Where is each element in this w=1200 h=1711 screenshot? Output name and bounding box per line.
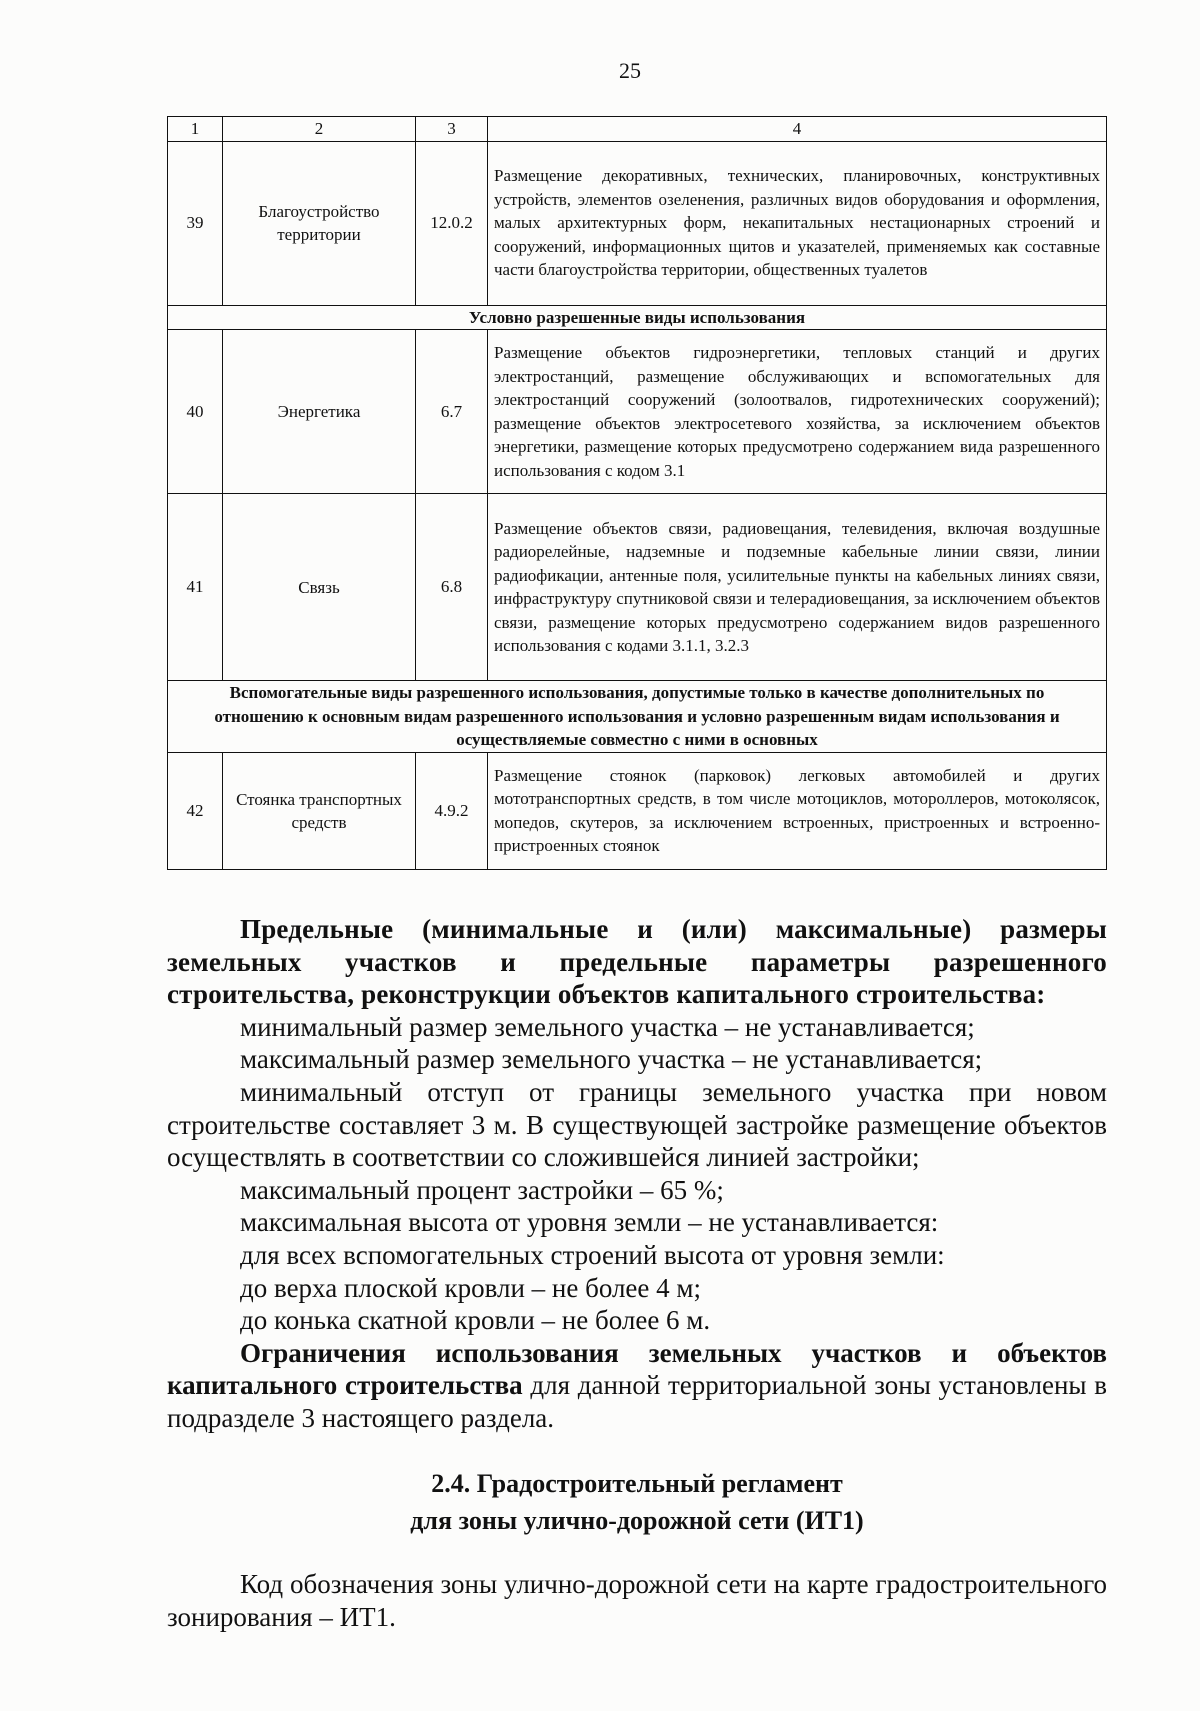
limit-item: до конька скатной кровли – не более 6 м. <box>240 1305 711 1336</box>
use-name: Стоянка транспортных средств <box>223 752 416 869</box>
use-name: Благоустройство территории <box>223 141 416 305</box>
column-header: 2 <box>223 117 416 142</box>
section-title <box>167 1465 1107 1539</box>
section-heading: Условно разрешенные виды использования <box>168 305 1107 330</box>
table-row <box>168 330 1107 494</box>
permitted-uses-table <box>167 116 1107 870</box>
row-number: 42 <box>168 752 223 869</box>
use-code: 4.9.2 <box>416 752 488 869</box>
use-description: Размещение объектов связи, радиовещания, телевидения, включая воздушные радиорелейные, надземные и подземные кабельные линии связи, линии радиофикации, антенные поля, усилительные пункты на кабельных линиях связи, инфраструктуру спутниковой связи и телерадиовещания, за исключением объектов связи, размещение которых предусмотрено содержанием видов разрешенного использования с кодами 3.1.1, 3.2.3 <box>488 494 1107 681</box>
use-description: Размещение стоянок (парковок) легковых автомобилей и других мототранспортных средств, в том числе мотоциклов, мотороллеров, мотоколясок, мопедов, скутеров, за исключением встроенных, пристроенных и встроенно-пристроенных стоянок <box>488 752 1107 869</box>
use-code: 6.8 <box>416 494 488 681</box>
limit-item: максимальный размер земельного участка – не устанавливается; <box>240 1044 983 1075</box>
use-name: Связь <box>223 494 416 681</box>
restrictions-paragraph <box>167 1337 1107 1435</box>
table-row <box>168 752 1107 869</box>
zone-code-section <box>167 1568 1107 1634</box>
limits-heading: Предельные (минимальные и (или) максимальные) размеры земельных участков и предельные параметры разрешенного строительства, реконструкции объектов капитального строительства: <box>167 914 1107 1010</box>
restrictions-bold-text: Ограничения использования земельных участков и объектов капитального строительства <box>167 1337 1107 1401</box>
zone-code-paragraph: Код обозначения зоны улично-дорожной сети на карте градостроительного зонирования – ИТ1. <box>167 1569 1107 1632</box>
section-row <box>168 305 1107 330</box>
row-number: 39 <box>168 141 223 305</box>
use-code: 12.0.2 <box>416 141 488 305</box>
row-number: 41 <box>168 494 223 681</box>
limit-item: минимальный отступ от границы земельного участка при новом строительстве составляет 3 м. В существующей застройке размещение объектов осуществлять в соответствии со сложившейся линией застройки; <box>167 1076 1107 1173</box>
limit-item: максимальная высота от уровня земли – не устанавливается: <box>240 1207 939 1238</box>
restrictions-text: для данной территориальной зоны установлены в подразделе 3 настоящего раздела. <box>167 1370 1107 1433</box>
limit-item: для всех вспомогательных строений высота от уровня земли: <box>240 1239 945 1270</box>
page-number: 25 <box>619 58 641 83</box>
use-description: Размещение объектов гидроэнергетики, тепловых станций и других электростанций, размещение обслуживающих и вспомогательных для электростанций сооружений (золоотвалов, гидротехнических сооружений); размещение объектов электросетевого хозяйства, за исключением объектов энергетики, размещение которых предусмотрено содержанием вида разрешенного использования с кодом 3.1 <box>488 330 1107 494</box>
table-row <box>168 494 1107 681</box>
use-description: Размещение декоративных, технических, планировочных, конструктивных устройств, элементов озеленения, различных видов оборудования и оформления, малых архитектурных форм, некапитальных нестационарных строений и сооружений, информационных щитов и указателей, применяемых как составные части благоустройства территории, общественных туалетов <box>488 141 1107 305</box>
column-header: 3 <box>416 117 488 142</box>
use-code: 6.7 <box>416 330 488 494</box>
table-header-row <box>168 117 1107 142</box>
limit-item: максимальный процент застройки – 65 %; <box>240 1174 724 1205</box>
section-row <box>168 681 1107 753</box>
section-title-line: для зоны улично-дорожной сети (ИТ1) <box>410 1506 864 1535</box>
table-row <box>168 141 1107 305</box>
limits-section <box>167 913 1107 1435</box>
column-header: 4 <box>488 117 1107 142</box>
limit-item: до верха плоской кровли – не более 4 м; <box>240 1272 701 1303</box>
section-heading: Вспомогательные виды разрешенного использования, допустимые только в качестве дополнительных по отношению к основным видам разрешенного использования и условно разрешенным видам использования и осуществляемые совместно с ними в основных <box>168 681 1107 753</box>
row-number: 40 <box>168 330 223 494</box>
limit-item: минимальный размер земельного участка – не устанавливается; <box>240 1011 975 1042</box>
section-title-line: 2.4. Градостроительный регламент <box>431 1469 843 1498</box>
column-header: 1 <box>168 117 223 142</box>
use-name: Энергетика <box>223 330 416 494</box>
